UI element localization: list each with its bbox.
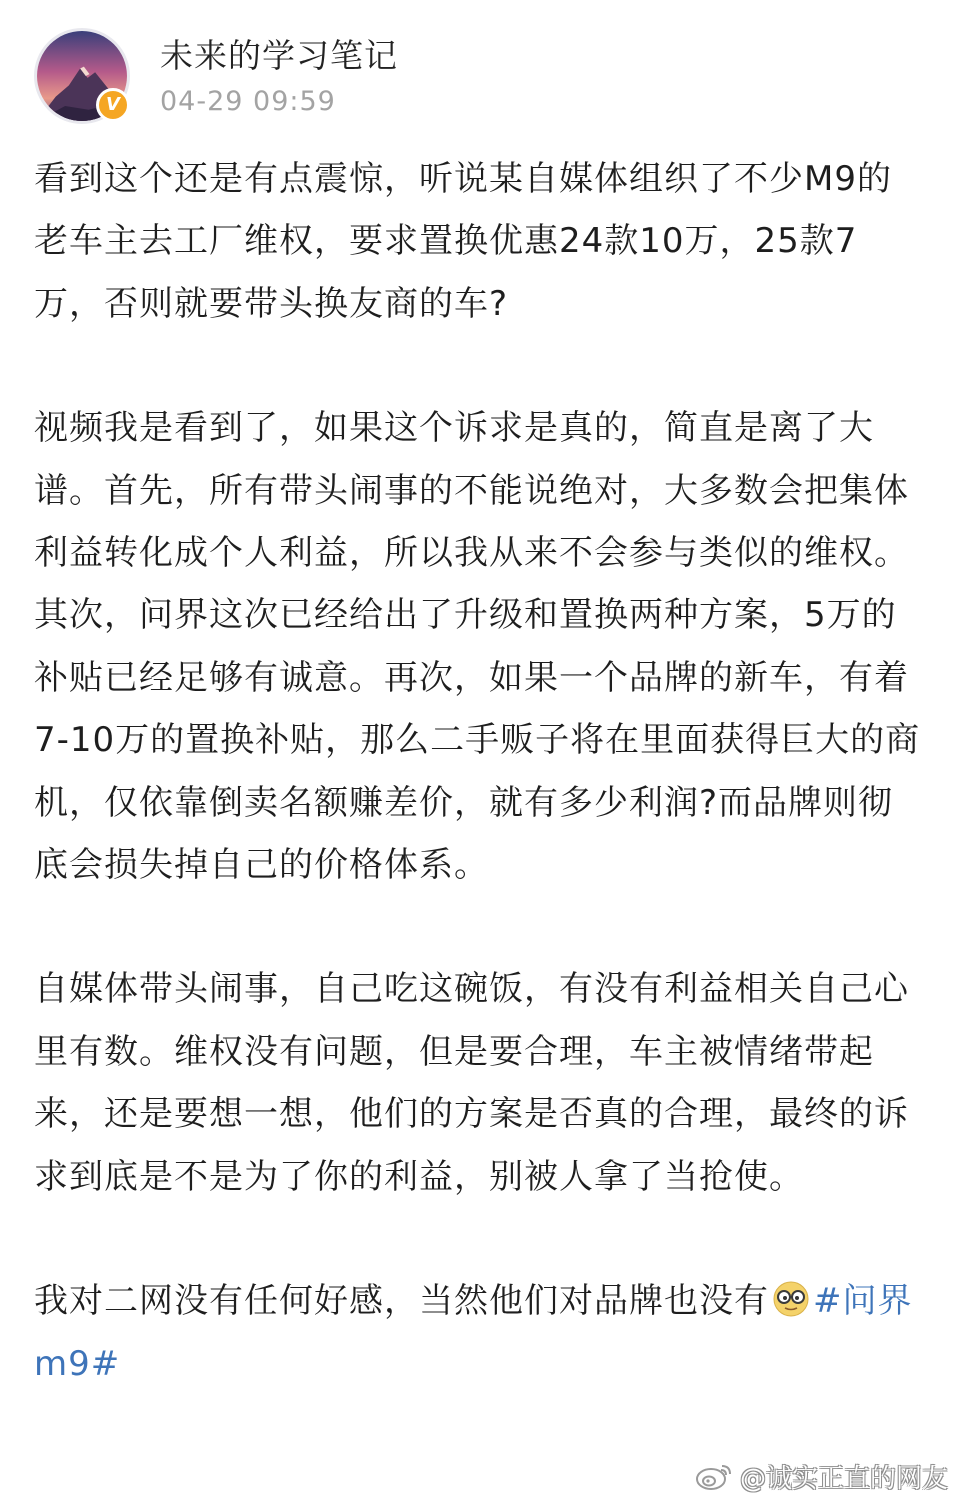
post-paragraph-4-text: 我对二网没有任何好感，当然他们对品牌也没有 bbox=[34, 1281, 769, 1322]
post-header bbox=[34, 28, 934, 128]
post-paragraph-2: 视频我是看到了，如果这个诉求是真的，简直是离了大谱。首先，所有带头闹事的不能说绝对，大多数会把集体利益转化成个人利益，所以我从来不会参与类似的维权。其次，问界这次已经给出了升级和置换两种方案，5万的补贴已经足够有诚意。再次，如果一个品牌的新车，有着7-10万的置换补贴，那么二手贩子将在里面获得巨大的商机，仅依靠倒卖名额赚差价，就有多少利润?而品牌则彻底会损失掉自己的价格体系。 bbox=[34, 408, 921, 886]
username[interactable]: 未来的学习笔记 bbox=[160, 36, 398, 75]
post-timestamp: 04-29 09:59 bbox=[160, 86, 336, 117]
watermark bbox=[694, 1456, 948, 1496]
doge-glasses-emoji-icon bbox=[771, 1278, 811, 1318]
post-paragraph-4 bbox=[34, 1270, 924, 1395]
post-paragraph-3: 自媒体带头闹事，自己吃这碗饭，有没有利益相关自己心里有数。维权没有问题，但是要合理，车主被情绪带起来，还是要想一想，他们的方案是否真的合理，最终的诉求到底是不是为了你的利益，别被人拿了当抢使。 bbox=[34, 969, 909, 1197]
verified-badge-icon: V bbox=[96, 88, 130, 122]
paragraph-spacer bbox=[34, 1208, 924, 1270]
watermark-text: @诚实正直的网友 bbox=[739, 1463, 948, 1494]
weibo-logo-icon bbox=[694, 1460, 734, 1492]
paragraph-spacer bbox=[34, 896, 924, 958]
hashtag-link[interactable]: #问界m9# bbox=[34, 1281, 913, 1384]
paragraph-spacer bbox=[34, 335, 924, 397]
post-paragraph-1: 看到这个还是有点震惊，听说某自媒体组织了不少M9的老车主去工厂维权，要求置换优惠24款10万，25款7万，否则就要带头换友商的车? bbox=[34, 159, 892, 324]
post-body bbox=[34, 148, 924, 1395]
